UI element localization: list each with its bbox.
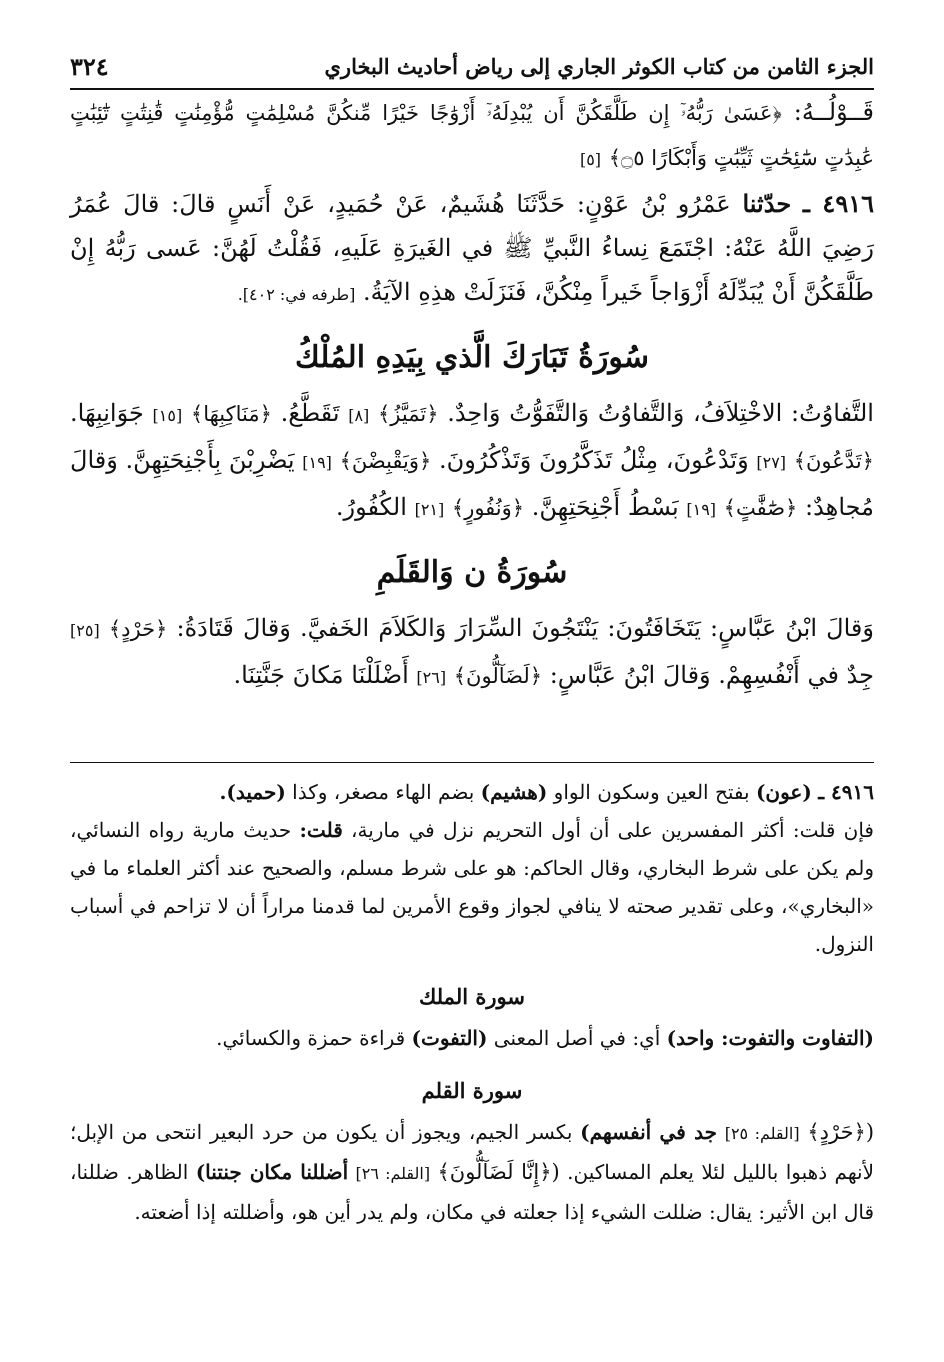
note-term: (التفوت): [411, 1026, 488, 1050]
note-qalam: [70, 1113, 874, 1231]
note-mulk: [70, 1019, 874, 1057]
note-term: قلت:: [299, 818, 343, 842]
running-title: الجزء الثامن من كتاب الكوثر الجاري إلى رياض أحاديث البخاري: [324, 54, 874, 79]
note-quran: (﴿حَرْدٍ﴾: [807, 1120, 875, 1144]
surah-qalam-title: سُورَةُ ن وَالقَلَمِ: [376, 555, 568, 590]
verse-ref: [٢٦]: [416, 668, 447, 687]
note-ref: [القلم: ٢٥]: [724, 1124, 800, 1143]
note-qalam-title: سورة القلم: [421, 1078, 523, 1103]
verse-ref: [٢١]: [414, 500, 445, 519]
surah-mulk-paragraph: [70, 391, 874, 532]
note-4916: [70, 773, 874, 811]
verse-ref: [٢٥]: [70, 621, 100, 640]
note-number: ٤٩١٦ ـ: [818, 780, 874, 804]
note-term: (حميد).: [219, 780, 286, 804]
note-text: أي: في أصل المعنى: [493, 1026, 661, 1050]
quran-word: ﴿لَضَآلُّونَ﴾: [453, 664, 543, 688]
mulk-text: تَقَطَّعُ.: [280, 399, 340, 427]
commentary-notes: [70, 773, 874, 1231]
verse-paragraph: [70, 90, 874, 182]
note-text: فإن قلت: أكثر المفسرين على أن أول التحريم نزل في مارية،: [351, 818, 874, 842]
quran-word: ﴿صَٰٓفَّٰتٍ﴾: [723, 496, 798, 520]
note-term: (هشيم): [480, 780, 548, 804]
mulk-text: بَسْطُ أَجْنِحَتِهِنَّ.: [531, 493, 679, 521]
main-text: [70, 90, 874, 700]
note-ref: [القلم: ٢٦]: [355, 1164, 431, 1183]
note-text: حديث مارية رواه النسائي، ولم يكن على شرط البخاري، وقال الحاكم: هو على شرط مسلم، والصحيح عند أكثر العلماء ما في «البخاري»، وعلى تقدير صحته لا ينافي لجواز وقوع الأمرين لما قدمنا مراراً أن لا تزاحم في أسباب النزول.: [70, 818, 874, 956]
note-text: الظاهر. ضللنا، قال ابن الأثير: يقال: ضللت الشيء إذا جعلته في مكان، ولم يدر أين هو، وأضللته إذا أضعته.: [70, 1160, 874, 1224]
quran-word: ﴿وَنُفُورٍ﴾: [451, 496, 525, 520]
quran-word: ﴿مَنَاكِبِهَا﴾: [190, 402, 272, 426]
page-number: ٣٢٤: [70, 52, 109, 81]
verse-ref: [١٩]: [302, 453, 332, 472]
note-term: (التفاوت والتفوت: واحد): [666, 1026, 874, 1050]
surah-qalam-paragraph: [70, 606, 874, 700]
qalam-text: أَضْلَلْنَا مَكانَ جَنَّتِنَا.: [233, 661, 409, 689]
mulk-text: التَّفاوُتُ: الاخْتِلاَفُ، وَالتَّفاوُتُ وَالتَّفَوُّتُ وَاحِدٌ.: [447, 399, 874, 427]
quran-word: ﴿تَمَيَّزُ﴾: [377, 402, 439, 426]
hadith-lead: حدّثنا: [742, 189, 792, 218]
verse-reference: [٥]: [579, 150, 602, 169]
surah-mulk-title: سُورَةُ تَبَارَكَ الَّذي بِيَدِهِ المُلْكُ: [295, 340, 649, 375]
note-quran: (﴿إِنَّا لَضَآلُّونَ﴾: [437, 1160, 560, 1184]
note-term: (عون): [755, 780, 812, 804]
verse-intro: قَــوْلُــهُ:: [793, 98, 874, 126]
hadith-paragraph: [70, 182, 874, 317]
note-term: جد في أنفسهم): [580, 1120, 717, 1144]
verse-ref: [١٩]: [686, 500, 717, 519]
mulk-text: الكُفُورُ.: [335, 493, 407, 521]
note-text: بفتح العين وسكون الواو: [553, 780, 750, 804]
book-page: [70, 48, 874, 1332]
note-mulk-title: سورة الملك: [419, 984, 525, 1009]
page-header: [70, 48, 874, 90]
note-term: أضللنا مكان جنتنا): [195, 1160, 349, 1184]
verse-ref: [٢٧]: [756, 453, 787, 472]
verse-ref: [٨]: [348, 406, 370, 425]
note-text: بكسر الجيم، ويجوز أن يكون من حرد البعير انتحى من الإبل؛ لأنهم ذهبوا بالليل لئلا يعلم المساكين.: [70, 1120, 875, 1184]
verse-ref: [١٥]: [152, 406, 183, 425]
hadith-reference: [طرفه في: ٤٠٢].: [237, 285, 356, 304]
quran-verse: ﴿عَسَىٰ رَبُّهُۥٓ إِن طَلَّقَكُنَّ أَن يُبْدِلَهُۥٓ أَزْوَٰجًا خَيْرًا مِّنكُنَّ مُسْلِمَٰتٍ مُّؤْمِنَٰتٍ قَٰنِتَٰتٍ تَٰٓئِبَٰتٍ عَٰبِدَٰتٍ سَٰٓئِحَٰتٍ ثَيِّبَٰتٍ وَأَبْكَارًا ۝٥﴾: [70, 101, 874, 170]
note-question: [70, 811, 874, 963]
note-text: قراءة حمزة والكسائي.: [216, 1026, 406, 1050]
qalam-text: جِدٌ في أَنْفُسِهِمْ. وَقالَ ابْنُ عَبَّاسٍ:: [549, 661, 874, 689]
hadith-body: عَمْرُو بْنُ عَوْنٍ: حَدَّثَنَا هُشَيمٌ، عَنْ حُمَيدٍ، عَنْ أَنَسٍ قالَ: قالَ عُمَرُ رَضِيَ اللَّهُ عَنْهُ: اجْتَمَعَ نِساءُ النَّبيِّ ﷺ في الغَيرَةِ عَلَيهِ، فَقُلْتُ لَهُنَّ: عَسى رَبُّهُ إِنْ طَلَّقَكُنَّ أَنْ يُبَدِّلَهُ أَزْوَاجاً خَيراً مِنْكُنَّ، فَنَزَلَتْ هذِهِ الآيَةُ.: [70, 190, 874, 306]
mulk-text: يَضْرِبْنَ بِأَجْنِحَتِهِنَّ. وَقالَ مُجاهِدٌ:: [70, 446, 874, 521]
footnote-divider: [70, 762, 874, 763]
quran-word: ﴿وَيَقْبِضْنَ﴾: [339, 449, 432, 473]
note-text: بضم الهاء مصغر، وكذا: [292, 780, 475, 804]
mulk-text: جَوَانِبِهَا.: [70, 399, 144, 427]
qalam-text: وَقالَ ابْنُ عَبَّاسٍ: يَتَخَافَتُونَ: يَنْتَجُونَ السِّرَارَ وَالكَلاَمَ الخَفيَّ. وَقالَ قَتَادَةُ:: [176, 614, 874, 642]
hadith-number: ٤٩١٦ ـ: [802, 189, 874, 218]
quran-word: ﴿حَرْدٍ﴾: [108, 617, 168, 641]
quran-word: ﴿تَدَّعُونَ﴾: [793, 449, 874, 473]
mulk-text: وَتَدْعُونَ، مِثْلُ تَذَكَّرُونَ وَتَذْكُرُونَ.: [438, 446, 749, 474]
